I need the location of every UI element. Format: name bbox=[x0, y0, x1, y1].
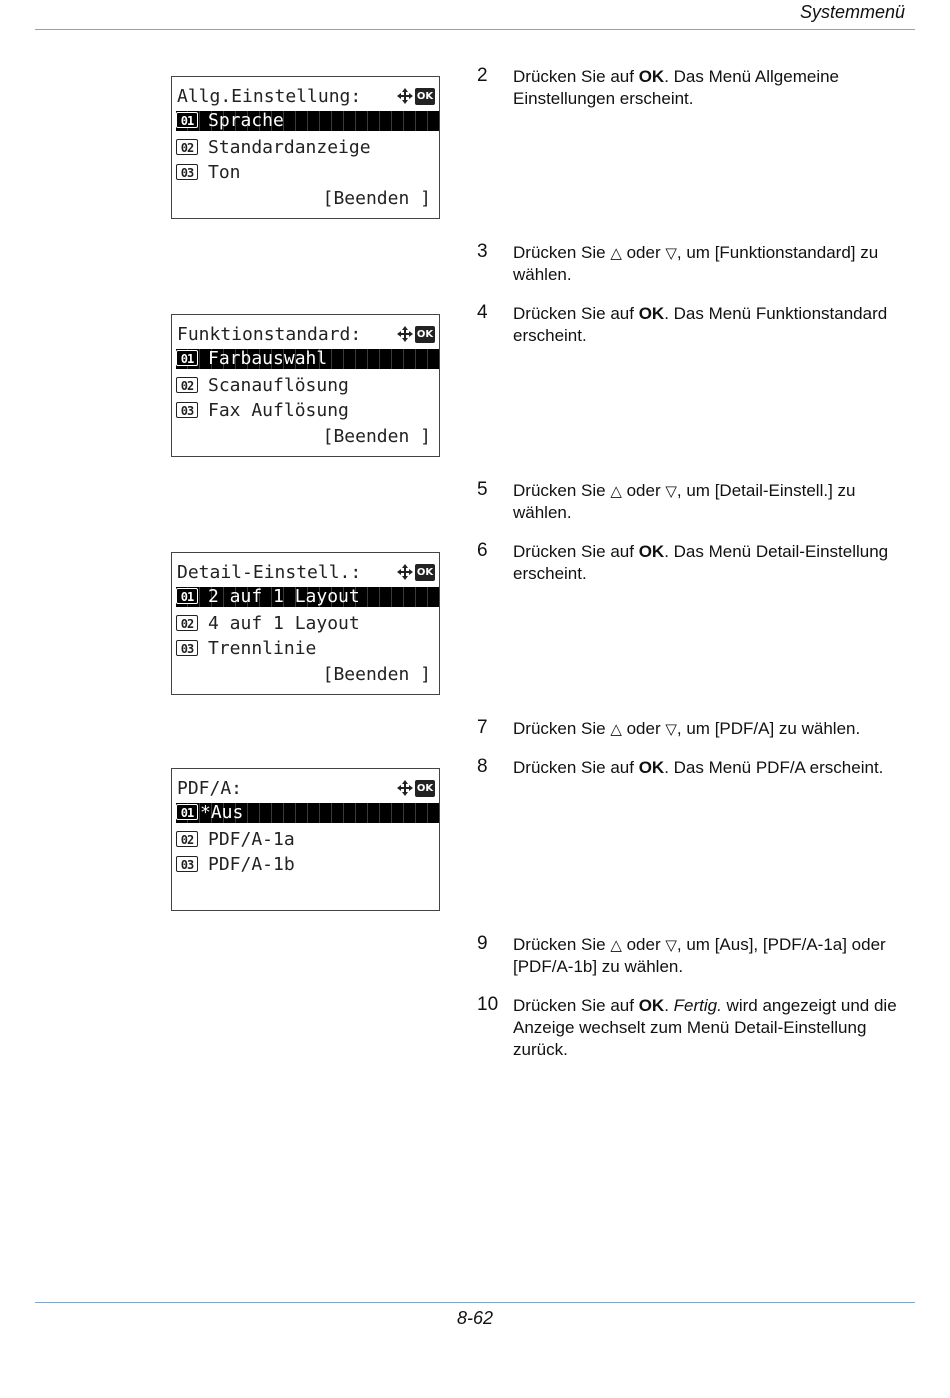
step-number: 9 bbox=[477, 933, 488, 954]
screen-title: Allg.Einstellung: bbox=[177, 86, 362, 107]
item-label: Sprache bbox=[208, 110, 284, 131]
up-arrow-icon: △ bbox=[610, 244, 622, 262]
lcd-screen-detail-einstell bbox=[171, 552, 440, 695]
ok-key-label: OK bbox=[638, 758, 665, 777]
item-label: PDF/A-1b bbox=[208, 854, 295, 875]
step-text: Drücken Sie auf OK. Das Menü Allgemeine Einstellungen erscheint. bbox=[513, 67, 840, 108]
menu-item-selected bbox=[176, 111, 439, 131]
down-arrow-icon: ▽ bbox=[665, 936, 677, 954]
step-number: 3 bbox=[477, 241, 488, 262]
item-label: Farbauswahl bbox=[208, 348, 328, 369]
menu-item bbox=[176, 638, 439, 660]
item-label: 4 auf 1 Layout bbox=[208, 613, 360, 634]
item-label: *Aus bbox=[200, 802, 244, 823]
ok-icon: OK bbox=[415, 326, 435, 343]
up-arrow-icon: △ bbox=[610, 720, 622, 738]
down-arrow-icon: ▽ bbox=[665, 482, 677, 500]
item-number: 02 bbox=[176, 831, 198, 847]
menu-item-selected bbox=[176, 349, 439, 369]
page-number: 8-62 bbox=[456, 1308, 494, 1328]
ok-icon: OK bbox=[415, 564, 435, 581]
item-number: 02 bbox=[176, 615, 198, 631]
step-text: Drücken Sie △ oder ▽, um [Aus], [PDF/A-1a] oder [PDF/A-1b] zu wählen. bbox=[513, 935, 886, 976]
four-way-arrow-icon bbox=[396, 325, 414, 343]
step-text: Drücken Sie auf OK. Fertig. wird angezeigt und die Anzeige wechselt zum Menü Detail-Einstellung zurück. bbox=[513, 996, 897, 1059]
menu-item bbox=[176, 375, 439, 397]
item-label: PDF/A-1a bbox=[208, 829, 295, 850]
step-text: Drücken Sie auf OK. Das Menü Detail-Einstellung erscheint. bbox=[513, 542, 889, 583]
item-number: 03 bbox=[176, 164, 198, 180]
ok-key-label: OK bbox=[638, 542, 665, 561]
menu-item bbox=[176, 400, 439, 422]
screen-title: Detail-Einstell.: bbox=[177, 562, 362, 583]
step-number: 4 bbox=[477, 302, 488, 323]
up-arrow-icon: △ bbox=[610, 482, 622, 500]
end-softkey-label: [Beenden ] bbox=[322, 426, 431, 447]
step-text: Drücken Sie △ oder ▽, um [Detail-Einstell.] zu wählen. bbox=[513, 481, 856, 522]
step-number: 6 bbox=[477, 540, 488, 561]
step-number: 5 bbox=[477, 479, 488, 500]
up-arrow-icon: △ bbox=[610, 936, 622, 954]
down-arrow-icon: ▽ bbox=[665, 244, 677, 262]
four-way-arrow-icon bbox=[396, 87, 414, 105]
footer-rule bbox=[35, 1302, 915, 1303]
step-text: Drücken Sie auf OK. Das Menü PDF/A erscheint. bbox=[513, 758, 884, 777]
four-way-arrow-icon bbox=[396, 563, 414, 581]
end-softkey-label: [Beenden ] bbox=[322, 188, 431, 209]
ok-icon: OK bbox=[415, 88, 435, 105]
header-rule bbox=[35, 29, 915, 30]
item-number: 03 bbox=[176, 640, 198, 656]
item-number: 02 bbox=[176, 139, 198, 155]
item-number: 01 bbox=[176, 350, 198, 366]
header-title: Systemmenü bbox=[799, 2, 905, 22]
menu-item bbox=[176, 162, 439, 184]
nav-ok-indicator bbox=[396, 86, 435, 106]
nav-ok-indicator bbox=[396, 778, 435, 798]
step-text: Drücken Sie △ oder ▽, um [Funktionstandard] zu wählen. bbox=[513, 243, 879, 284]
ok-key-label: OK bbox=[638, 304, 665, 323]
step-text: Drücken Sie auf OK. Das Menü Funktionstandard erscheint. bbox=[513, 304, 888, 345]
item-number: 03 bbox=[176, 402, 198, 418]
step-text: Drücken Sie △ oder ▽, um [PDF/A] zu wählen. bbox=[513, 719, 861, 738]
menu-item bbox=[176, 854, 439, 876]
step-number: 2 bbox=[477, 65, 488, 86]
menu-item bbox=[176, 829, 439, 851]
menu-item-selected bbox=[176, 587, 439, 607]
item-number: 02 bbox=[176, 377, 198, 393]
item-label: Scanauflösung bbox=[208, 375, 349, 396]
nav-ok-indicator bbox=[396, 324, 435, 344]
item-label: 2 auf 1 Layout bbox=[208, 586, 360, 607]
screen-title: Funktionstandard: bbox=[177, 324, 362, 345]
menu-item-selected bbox=[176, 803, 439, 823]
step-number: 7 bbox=[477, 717, 488, 738]
item-number: 01 bbox=[176, 588, 198, 604]
step-number: 8 bbox=[477, 756, 488, 777]
end-softkey-label: [Beenden ] bbox=[322, 664, 431, 685]
menu-item bbox=[176, 137, 439, 159]
step-number: 10 bbox=[477, 994, 499, 1015]
ok-icon: OK bbox=[415, 780, 435, 797]
lcd-screen-allg-einstellung bbox=[171, 76, 440, 219]
item-number: 01 bbox=[176, 112, 198, 128]
four-way-arrow-icon bbox=[396, 779, 414, 797]
nav-ok-indicator bbox=[396, 562, 435, 582]
screen-title: PDF/A: bbox=[177, 778, 243, 799]
status-message: Fertig. bbox=[673, 996, 722, 1015]
ok-key-label: OK bbox=[638, 996, 665, 1015]
menu-item bbox=[176, 613, 439, 635]
item-number: 01 bbox=[176, 804, 198, 820]
item-label: Fax Auflösung bbox=[208, 400, 349, 421]
down-arrow-icon: ▽ bbox=[665, 720, 677, 738]
lcd-screen-pdfa bbox=[171, 768, 440, 911]
item-label: Ton bbox=[208, 162, 241, 183]
ok-key-label: OK bbox=[638, 67, 665, 86]
item-label: Standardanzeige bbox=[208, 137, 371, 158]
item-number: 03 bbox=[176, 856, 198, 872]
lcd-screen-funktionstandard bbox=[171, 314, 440, 457]
item-label: Trennlinie bbox=[208, 638, 317, 659]
